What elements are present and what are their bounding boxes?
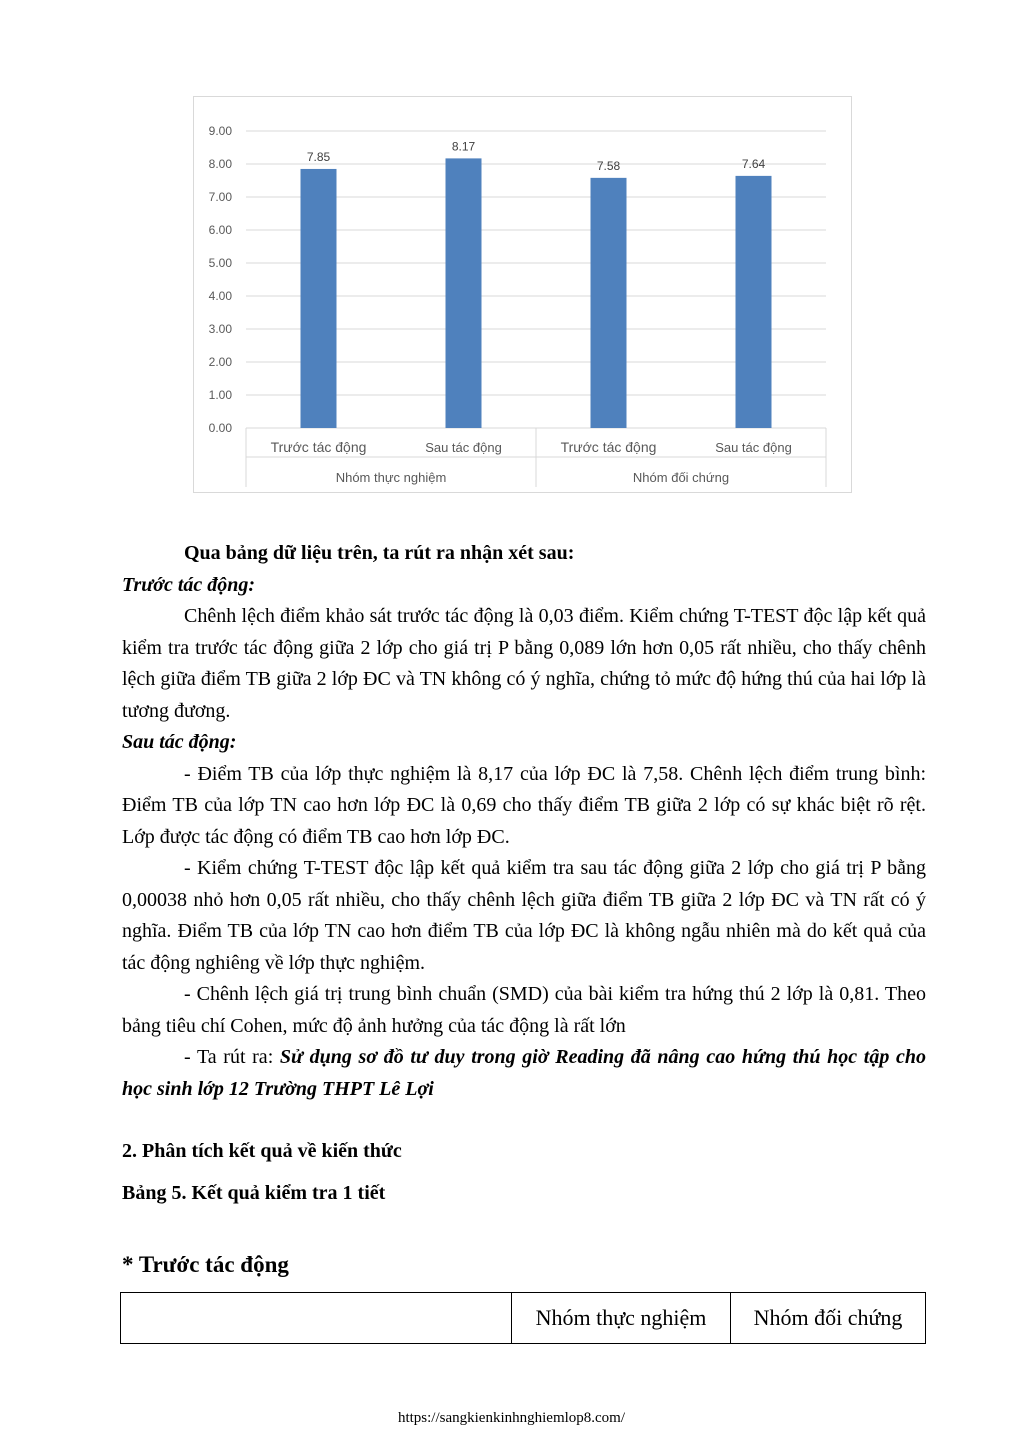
after-paragraph-3: - Chênh lệch giá trị trung bình chuẩn (SMD) của bài kiểm tra hứng thú 2 lớp là 0,81. Theo bảng tiêu chí Cohen, mức độ ảnh hưởng của tác động là rất lớn <box>122 983 926 1037</box>
after-paragraph-1: - Điểm TB của lớp thực nghiệm là 8,17 của lớp ĐC là 7,58. Chênh lệch điểm trung bình: Điểm TB của lớp TN cao hơn lớp ĐC là 0,69 cho thấy điểm TB giữa 2 lớp có sự khác biệt rõ rệt. Lớp được tác động có điểm TB cao hơn lớp ĐC. <box>122 762 926 848</box>
bar-value-label: 7.85 <box>306 149 331 164</box>
table-header-empty <box>121 1293 512 1344</box>
results-table <box>120 1292 926 1344</box>
category-label: Sau tác động <box>425 440 502 455</box>
y-tick-label: 9.00 <box>208 124 232 138</box>
y-tick-label: 7.00 <box>208 190 232 204</box>
bar <box>301 169 337 428</box>
y-tick-label: 1.00 <box>208 388 232 402</box>
y-tick-label: 4.00 <box>208 289 232 303</box>
conclusion-text: Sử dụng sơ đồ tư duy trong giờ Reading đã nâng cao hứng thú học tập cho học sinh lớp 12 Trường THPT Lê Lợi <box>122 1046 927 1100</box>
y-tick-label: 3.00 <box>208 322 232 336</box>
bar <box>736 176 772 428</box>
y-tick-label: 6.00 <box>208 223 232 237</box>
bar-value-label: 7.64 <box>741 156 766 171</box>
table-header-control: Nhóm đối chứng <box>731 1293 926 1344</box>
analysis-text <box>122 538 926 1105</box>
table-header-experimental: Nhóm thực nghiệm <box>512 1293 731 1344</box>
before-paragraph: Chênh lệch điểm khảo sát trước tác động là 0,03 điểm. Kiểm chứng T-TEST độc lập kết quả kiểm tra trước tác động giữa 2 lớp cho giá trị P bằng 0,089 lớn hơn 0,05 rất nhiều, cho thấy chênh lệch giữa điểm TB giữa 2 lớp ĐC và TN không có ý nghĩa, chứng tỏ mức độ hứng thú của hai lớp là tương đương. <box>122 605 926 722</box>
y-tick-label: 2.00 <box>208 355 232 369</box>
group-label: Nhóm đối chứng <box>632 470 730 485</box>
after-title: Sau tác động: <box>122 731 237 753</box>
category-label: Trước tác động <box>560 439 657 455</box>
category-label: Sau tác động <box>715 440 792 455</box>
bar <box>446 158 482 428</box>
group-label: Nhóm thực nghiệm <box>335 470 447 485</box>
chart-svg <box>194 97 853 494</box>
y-tick-label: 5.00 <box>208 256 232 270</box>
footer-url: https://sangkienkinhnghiemlop8.com/ <box>397 1410 626 1426</box>
table-caption: Bảng 5. Kết quả kiểm tra 1 tiết <box>122 1182 386 1204</box>
conclusion-paragraph <box>122 1042 926 1105</box>
section-2-heading: 2. Phân tích kết quả về kiến thức <box>122 1140 402 1162</box>
bar-value-label: 8.17 <box>451 139 476 154</box>
category-label: Trước tác động <box>270 439 367 455</box>
before-title: Trước tác động: <box>122 573 256 596</box>
conclusion-prefix: - Ta rút ra: <box>184 1046 280 1068</box>
after-paragraph-2: - Kiểm chứng T-TEST độc lập kết quả kiểm tra sau tác động giữa 2 lớp cho giá trị P bằng 0,00038 nhỏ hơn 0,05 rất nhiều, cho thấy chênh lệch giữa điểm TB giữa 2 lớp ĐC và TN rất có ý nghĩa. Điểm TB của lớp TN cao hơn điểm TB của lớp ĐC là không ngẫu nhiên mà do kết quả của tác động nghiêng về lớp thực nghiệm. <box>122 857 926 974</box>
y-tick-label: 8.00 <box>208 157 232 171</box>
analysis-heading: Qua bảng dữ liệu trên, ta rút ra nhận xét sau: <box>184 542 575 564</box>
bar-chart <box>193 96 852 493</box>
y-tick-label: 0.00 <box>208 421 232 435</box>
bar-value-label: 7.58 <box>596 158 621 173</box>
bar <box>591 178 627 428</box>
before-heading: * Trước tác động <box>122 1252 289 1277</box>
table-header-row <box>121 1293 926 1344</box>
